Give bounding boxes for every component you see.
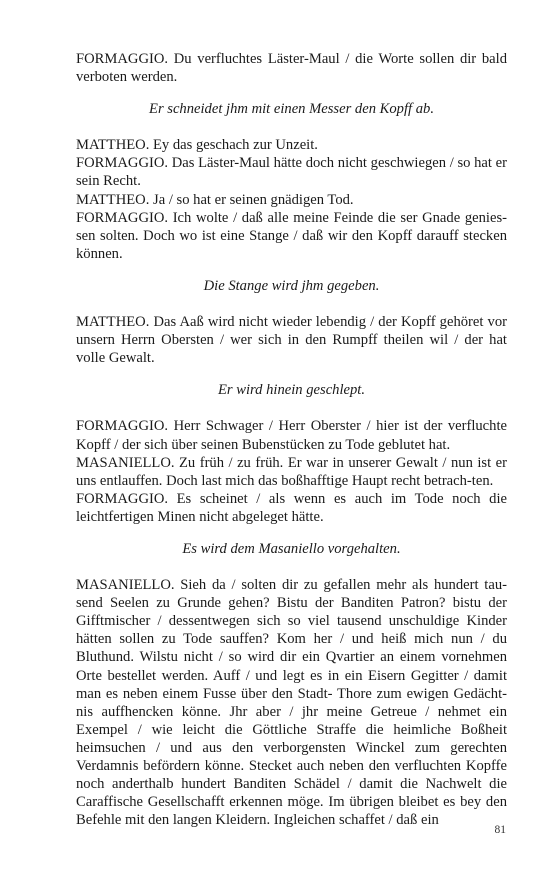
stage-direction: Er wird hinein geschlept. <box>218 382 365 399</box>
page-number: 81 <box>494 824 506 836</box>
speech-paragraph: FORMAGGIO. Ich wolte / daß alle meine Feinde die ser Gnade genies-sen solten. Doch wo ist eine Stange / daß wir den Kopff darauff stecken können. <box>76 209 507 262</box>
stage-direction: Er schneidet jhm mit einen Messer den Kopff ab. <box>149 101 434 118</box>
stage-direction: Die Stange wird jhm gegeben. <box>203 277 380 294</box>
speech-paragraph: MATTHEO. Ey das geschach zur Unzeit. <box>76 137 318 154</box>
page-body <box>76 50 507 829</box>
speech-paragraph: FORMAGGIO. Es scheinet / als wenn es auch im Tode noch die leichtfertigen Minen nicht abgeleget hätte. <box>76 490 507 525</box>
speech-paragraph: MATTHEO. Ja / so hat er seinen gnädigen Tod. <box>76 191 354 208</box>
speech-paragraph: FORMAGGIO. Du verfluchtes Läster-Maul / die Worte sollen dir bald verboten werden. <box>76 51 507 86</box>
speech-paragraph: MATTHEO. Das Aaß wird nicht wieder lebendig / der Kopff gehöret vor unsern Herrn Obersten / wer sich in den Rumpff theilen wil / der hat volle Gewalt. <box>76 314 507 367</box>
speech-paragraph: MASANIELLO. Zu früh / zu früh. Er war in unserer Gewalt / nun ist er uns entlauffen. Doch last mich das boßhafftige Haupt recht betrach-ten. <box>76 454 507 489</box>
stage-direction: Es wird dem Masaniello vorgehalten. <box>182 540 401 557</box>
speech-paragraph: MASANIELLO. Sieh da / solten dir zu gefallen mehr als hundert tau-send Seelen zu Grunde gehen? Bistu der Banditen Patron? bistu der Gifftmischer / dessentwegen sich so viel tausend unschuldige Kinder hätten sollen zu Tode sauffen? Kom her / und heiß mich nun / du Bluthund. Wilstu nicht / so wird dir ein Qvartier an einem vornehmen Orte bestellet werden. Auff / und legt es in ein Eisern Gegitter / damit man es neben einem Fusse über den Stadt- Thore zum ewigen Gedächt-nis auffhencken könne. Jhr aber / jhr meine Getreue / nehmet ein Exempel / wie leicht die Göttliche Straffe die heimliche Boßheit heimsuchen / und aus den verborgensten Winckel zum gerechten Verdamnis befördern könne. Stecket auch neben den verfluchten Kopffe noch anderthalb hundert Banditen Schädel / damit die Nachwelt die Caraffische Gesellschafft erkennen möge. Im übrigen bleibet es bey den Befehle mit den langen Kleidern. Ingleichen schaffet / daß ein <box>76 577 507 829</box>
speech-paragraph: FORMAGGIO. Herr Schwager / Herr Oberster / hier ist der verfluchte Kopff / der sich über seinen Bubenstücken zu Tode geblutet hat. <box>76 418 507 453</box>
speech-paragraph: FORMAGGIO. Das Läster-Maul hätte doch nicht geschwiegen / so hat er sein Recht. <box>76 155 507 190</box>
